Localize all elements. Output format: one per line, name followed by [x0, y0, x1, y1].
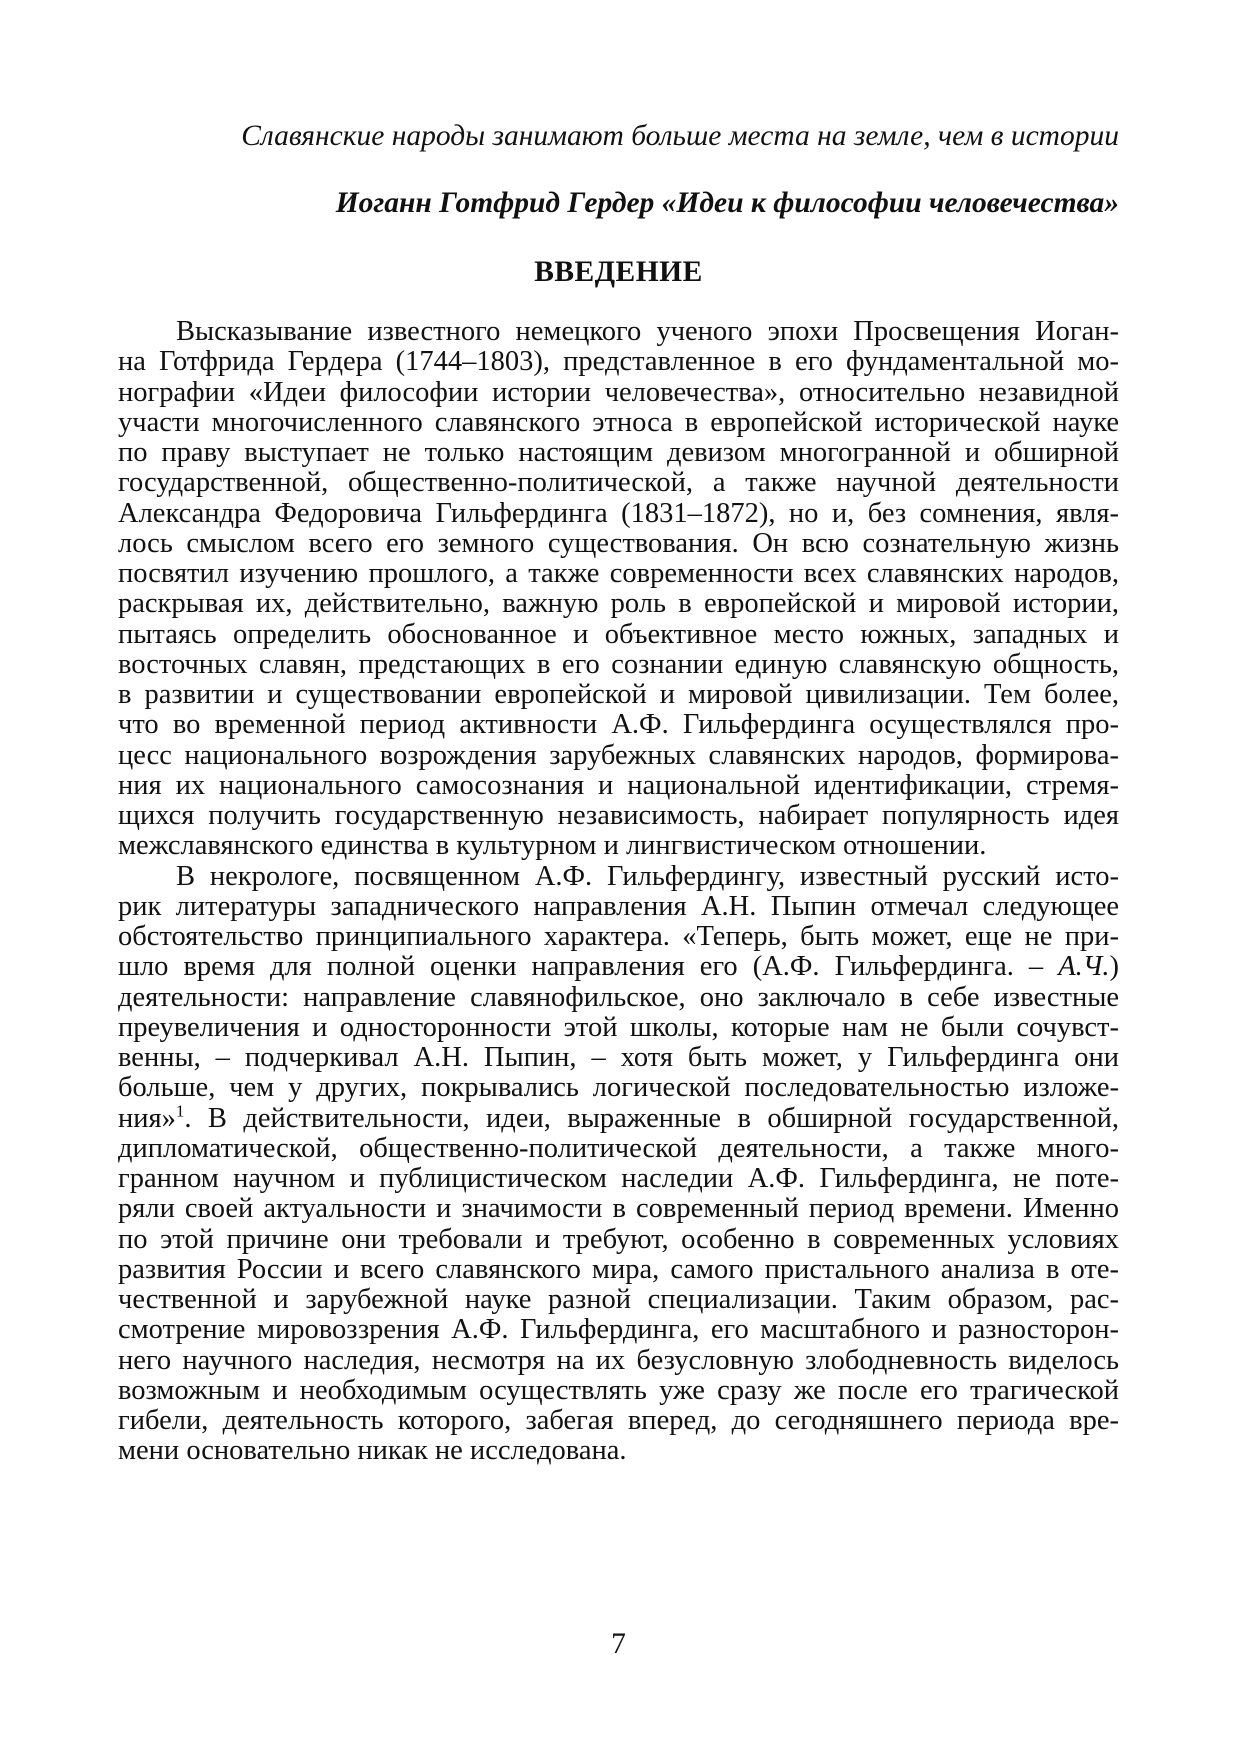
- text-line: дипломатической, общественно-политической деятельности, а также много-: [118, 1132, 1119, 1164]
- text-line: В некрологе, посвященном А.Ф. Гильфердингу, известный русский исто-: [176, 860, 1119, 892]
- footnote-mark[interactable]: 1: [175, 1101, 185, 1120]
- text-line: мени основательно никак не исследована.: [118, 1435, 627, 1467]
- text-line: Александра Федоровича Гильфердинга (1831–1872), но и, без сомнения, явля-: [118, 497, 1119, 529]
- text-line: гранном научном и публицистическом наследии А.Ф. Гильфердинга, не поте-: [118, 1163, 1119, 1194]
- text-line: обстоятельство принципиального характера. «Теперь, быть может, еще не при-: [118, 921, 1119, 952]
- text-fragment: . В действительности, идеи, выраженные в обширной государственной,: [184, 1102, 1119, 1134]
- text-line: него научного наследия, несмотря на их безусловную злободневность виделось: [118, 1344, 1119, 1376]
- text-line: развития России и всего славянского мира, самого пристального анализа в оте-: [118, 1253, 1119, 1285]
- text-line: гибели, деятельность которого, забегая вперед, до сегодняшнего периода вре-: [118, 1405, 1119, 1436]
- text-fragment: ния»: [118, 1102, 176, 1134]
- paragraph-1: [118, 317, 1119, 862]
- body-text: [118, 317, 1119, 1467]
- document-page: [118, 0, 1119, 1754]
- text-line: смотрение мировоззрения А.Ф. Гильфердинга, его масштабного и разносторон-: [118, 1314, 1119, 1346]
- text-line: рик литературы западнического направления А.Н. Пыпин отмечал следующее: [118, 890, 1119, 922]
- text-line: участи многочисленного славянского этноса в европейской исторической науке: [118, 406, 1119, 438]
- text-line: цесс национального возрождения зарубежных славянских народов, формирова-: [118, 739, 1119, 771]
- text-line: на Готфрида Гердера (1744–1803), представленное в его фундаментальной мо-: [118, 346, 1119, 378]
- page-number: 7: [611, 1628, 626, 1660]
- text-line: раскрывая их, действительно, важную роль в европейской и мировой истории,: [118, 588, 1119, 620]
- text-line: посвятил изучению прошлого, а также современности всех славянских народов,: [118, 558, 1119, 589]
- text-line: восточных славян, предстающих в его сознании единую славянскую общность,: [118, 648, 1119, 680]
- text-line: лось смыслом всего его земного существования. Он всю сознательную жизнь: [118, 527, 1119, 559]
- text-line: ряли своей актуальности и значимости в современный период времени. Именно: [118, 1193, 1119, 1225]
- text-line: в развитии и существовании европейской и мировой цивилизации. Тем более,: [118, 679, 1119, 710]
- section-title: ВВЕДЕНИЕ: [534, 256, 703, 288]
- text-line-with-footnote: [118, 1101, 1119, 1134]
- epigraph-source: Иоганн Готфрид Гердер «Идеи к философии человечества»: [335, 187, 1119, 219]
- text-line: щихся получить государственную независимость, набирает популярность идея: [118, 800, 1119, 831]
- text-line: нографии «Идеи философии истории человечества», относительно незавидной: [118, 376, 1119, 408]
- paragraph-2: [118, 862, 1119, 1467]
- epigraph-quote: Славянские народы занимают больше места на земле, чем в истории: [241, 120, 1119, 152]
- text-line: по этой причине они требовали и требуют, особенно в современных условиях: [118, 1223, 1119, 1255]
- text-line: ния их национального самосознания и национальной идентификации, стремя-: [118, 769, 1119, 801]
- text-line: межславянского единства в культурном и лингвистическом отношении.: [118, 830, 987, 862]
- text-line: по праву выступает не только настоящим девизом многогранной и обширной: [118, 437, 1119, 468]
- text-line: венны, – подчеркивал А.Н. Пыпин, – хотя быть может, у Гильфердинга они: [118, 1042, 1119, 1073]
- text-line-with-initials: [118, 952, 1119, 982]
- text-line: чественной и зарубежной науке разной специализации. Таким образом, рас-: [118, 1284, 1119, 1315]
- text-line: возможным и необходимым осуществлять уже сразу же после его трагической: [118, 1374, 1119, 1406]
- text-line: пытаясь определить обоснованное и объективное место южных, западных и: [118, 618, 1119, 650]
- closing-paren: ): [1109, 951, 1119, 983]
- text-fragment: шло время для полной оценки направления его (А.Ф. Гильфердинга. –: [118, 951, 1044, 983]
- text-line: что во временной период активности А.Ф. Гильфердинга осуществлялся про-: [118, 709, 1119, 741]
- author-initials: А.Ч.: [1058, 951, 1110, 983]
- text-line: больше, чем у других, покрывались логической последовательностью изложе-: [118, 1072, 1119, 1104]
- text-line: Высказывание известного немецкого ученого эпохи Просвещения Иоган-: [176, 316, 1119, 347]
- text-line: деятельности: направление славянофильское, оно заключало в себе известные: [118, 981, 1119, 1013]
- text-line: государственной, общественно-политической, а также научной деятельности: [118, 467, 1119, 499]
- text-line: преувеличения и односторонности этой школы, которые нам не были сочувст-: [118, 1011, 1119, 1043]
